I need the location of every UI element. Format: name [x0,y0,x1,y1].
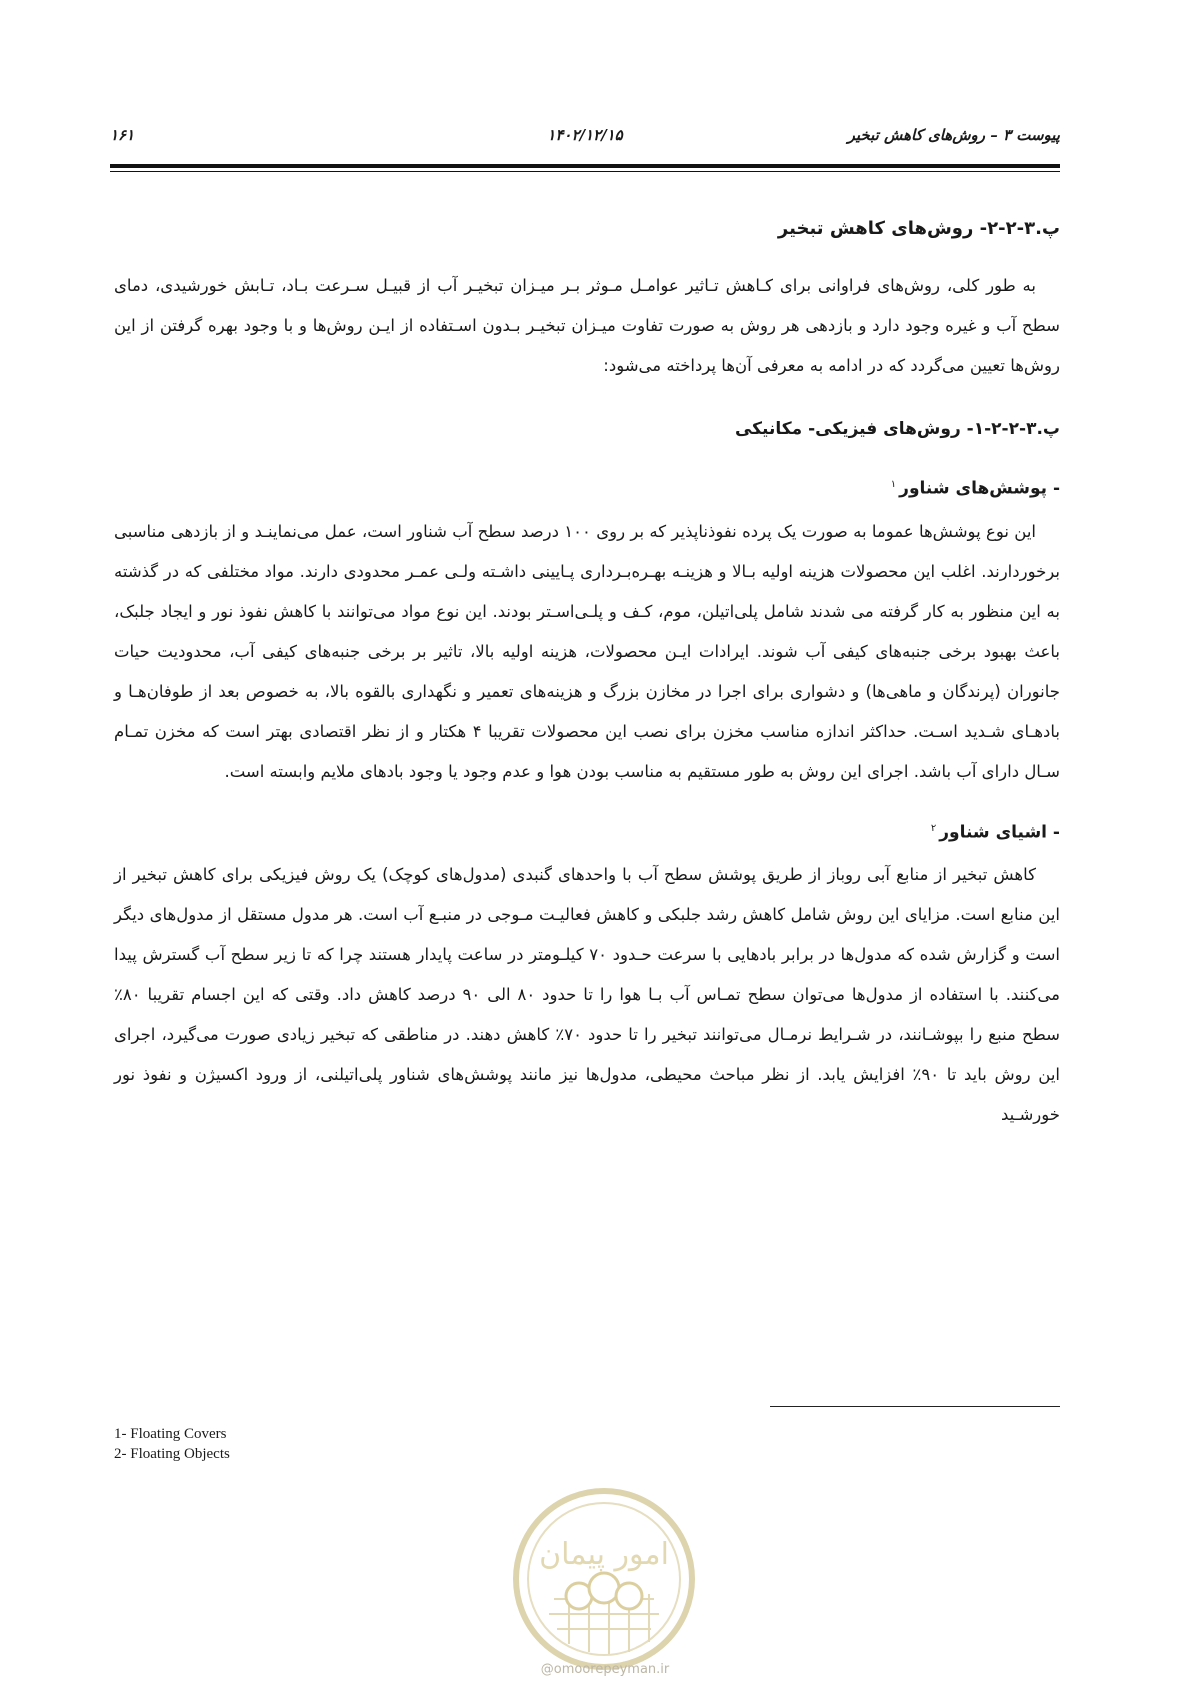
footnotes [114,1424,230,1464]
footnote-mark-2: ۲ [930,822,937,834]
intro-paragraph: به طور کلی، روش‌های فراوانی برای کـاهش تـاثیر عوامـل مـوثر بـر میـزان تبخیـر آب از قبیـل سـرعت بـاد، تـابش خورشیدی، دمای سطح آب و غیره وجود دارد و بازدهی هر روش به صورت تفاوت میـزان تبخیـر بـدون اسـتفاده از ایـن روش‌ها و با وجود بهره گرفتن از این روش‌ها تعیین می‌گردد که در ادامه به معرفی آن‌ها پرداخته می‌شود: [114,276,1060,375]
page-number: ۱۶۱ [110,126,135,144]
subsection-heading: پ.۳-۲-۲-۱- روش‌های فیزیکی- مکانیکی [734,419,1060,439]
objects-paragraph: کاهش تبخیر از منابع آبی روباز از طریق پوشش سطح آب با واحدهای گنبدی (مدول‌های کوچک) یک روش فیزیکی برای کاهش تبخیر از این منابع است. مزایای این روش شامل کاهش رشد جلبکی و کاهش فعالیـت مـوجی در منبـع آب است. هر مدول مستقل از مدول‌های دیگر است و گزارش شده که مدول‌ها در برابر بادهایی با سرعت حـدود ۷۰ کیلـومتر در ساعت پایدار هستند چرا که تا زیر سطح آب گسترش پیدا می‌کنند. با استفاده از مدول‌ها می‌توان سطح تمـاس آب بـا هوا را تا حدود ۸۰ الی ۹۰ درصد کاهش داد. وقتی که این اجسام تقریبا ۸۰٪ سطح منبع را بپوشـانند، در شـرایط نرمـال می‌توانند تبخیر را تا حدود ۷۰٪ کاهش دهند. در مناطقی که تبخیر زیادی صورت می‌گیرد، اجرای این روش باید تا ۹۰٪ افزایش یابد. از نظر مباحث محیطی، مدول‌ها نیز مانند پوشش‌های شناور پلی‌اتیلنی، از ورود اکسیژن و نفوذ نور خورشـید [114,865,1061,1125]
objects-heading: - اشیای شناور [939,822,1060,843]
header-title: پیوست ۳ – روش‌های کاهش تبخیر [847,126,1060,144]
seal-text: امور پیمان [539,1537,669,1572]
header-rule-thin [110,171,1060,172]
watermark-seal-icon [509,1484,699,1674]
header-date: ۱۴۰۲/۱۲/۱۵ [547,126,623,144]
header-rule-thick [110,164,1060,168]
objects-heading-line [114,814,1060,848]
footnote-2: 2- Floating Objects [114,1446,230,1462]
main-content [114,214,1060,1135]
watermark-url: @omoorepeyman.ir [540,1662,670,1677]
section-heading: پ.۳-۲-۲- روش‌های کاهش تبخیر [777,218,1060,239]
covers-paragraph: این نوع پوشش‌ها عموما به صورت یک پرده نفوذناپذیر که بر روی ۱۰۰ درصد سطح آب شناور است، عمل می‌نماینـد و از بازدهی مناسبی برخوردارند. اغلب این محصولات هزینه اولیه بـالا و هزینـه بهـره‌بـرداری پـایینی داشـته ولـی عمـر محدودی دارند. مواد مختلفی که در گذشته به این منظور به کار گرفته می شدند شامل پلی‌اتیلن، موم، کـف و پلـی‌اسـتر بودند. این نوع مواد می‌توانند با کاهش نفوذ نور و ایجاد جلبک، باعث بهبود برخی جنبه‌های کیفی آب شوند. ایرادات ایـن محصولات، هزینه اولیه بالا، تاثیر بر برخی جنبه‌های کیفی آب، محدودیت حیات جانوران (پرندگان و ماهی‌ها) و دشواری برای اجرا در مخازن بزرگ و هزینه‌های تعمیر و نگهداری بالقوه بالا، به خصوص بعد از طوفان‌هـا و بادهـای شـدید اسـت. حداکثر اندازه مناسب مخزن برای نصب این محصولات تقریبا ۴ هکتار و از نظر اقتصادی بهتر است که مخزن تمـام سـال دارای آب باشد. اجرای این روش به طور مستقیم به مناسب بودن هوا و عدم وجود یا وجود بادهای ملایم وابسته است. [114,521,1060,781]
covers-heading-line [114,470,1060,504]
footnote-mark-1: ۱ [890,479,897,490]
covers-heading: - پوشش‌های شناور [899,478,1060,499]
footnote-rule [770,1406,1060,1407]
page-header [110,126,1060,150]
footnote-1: 1- Floating Covers [114,1426,227,1442]
